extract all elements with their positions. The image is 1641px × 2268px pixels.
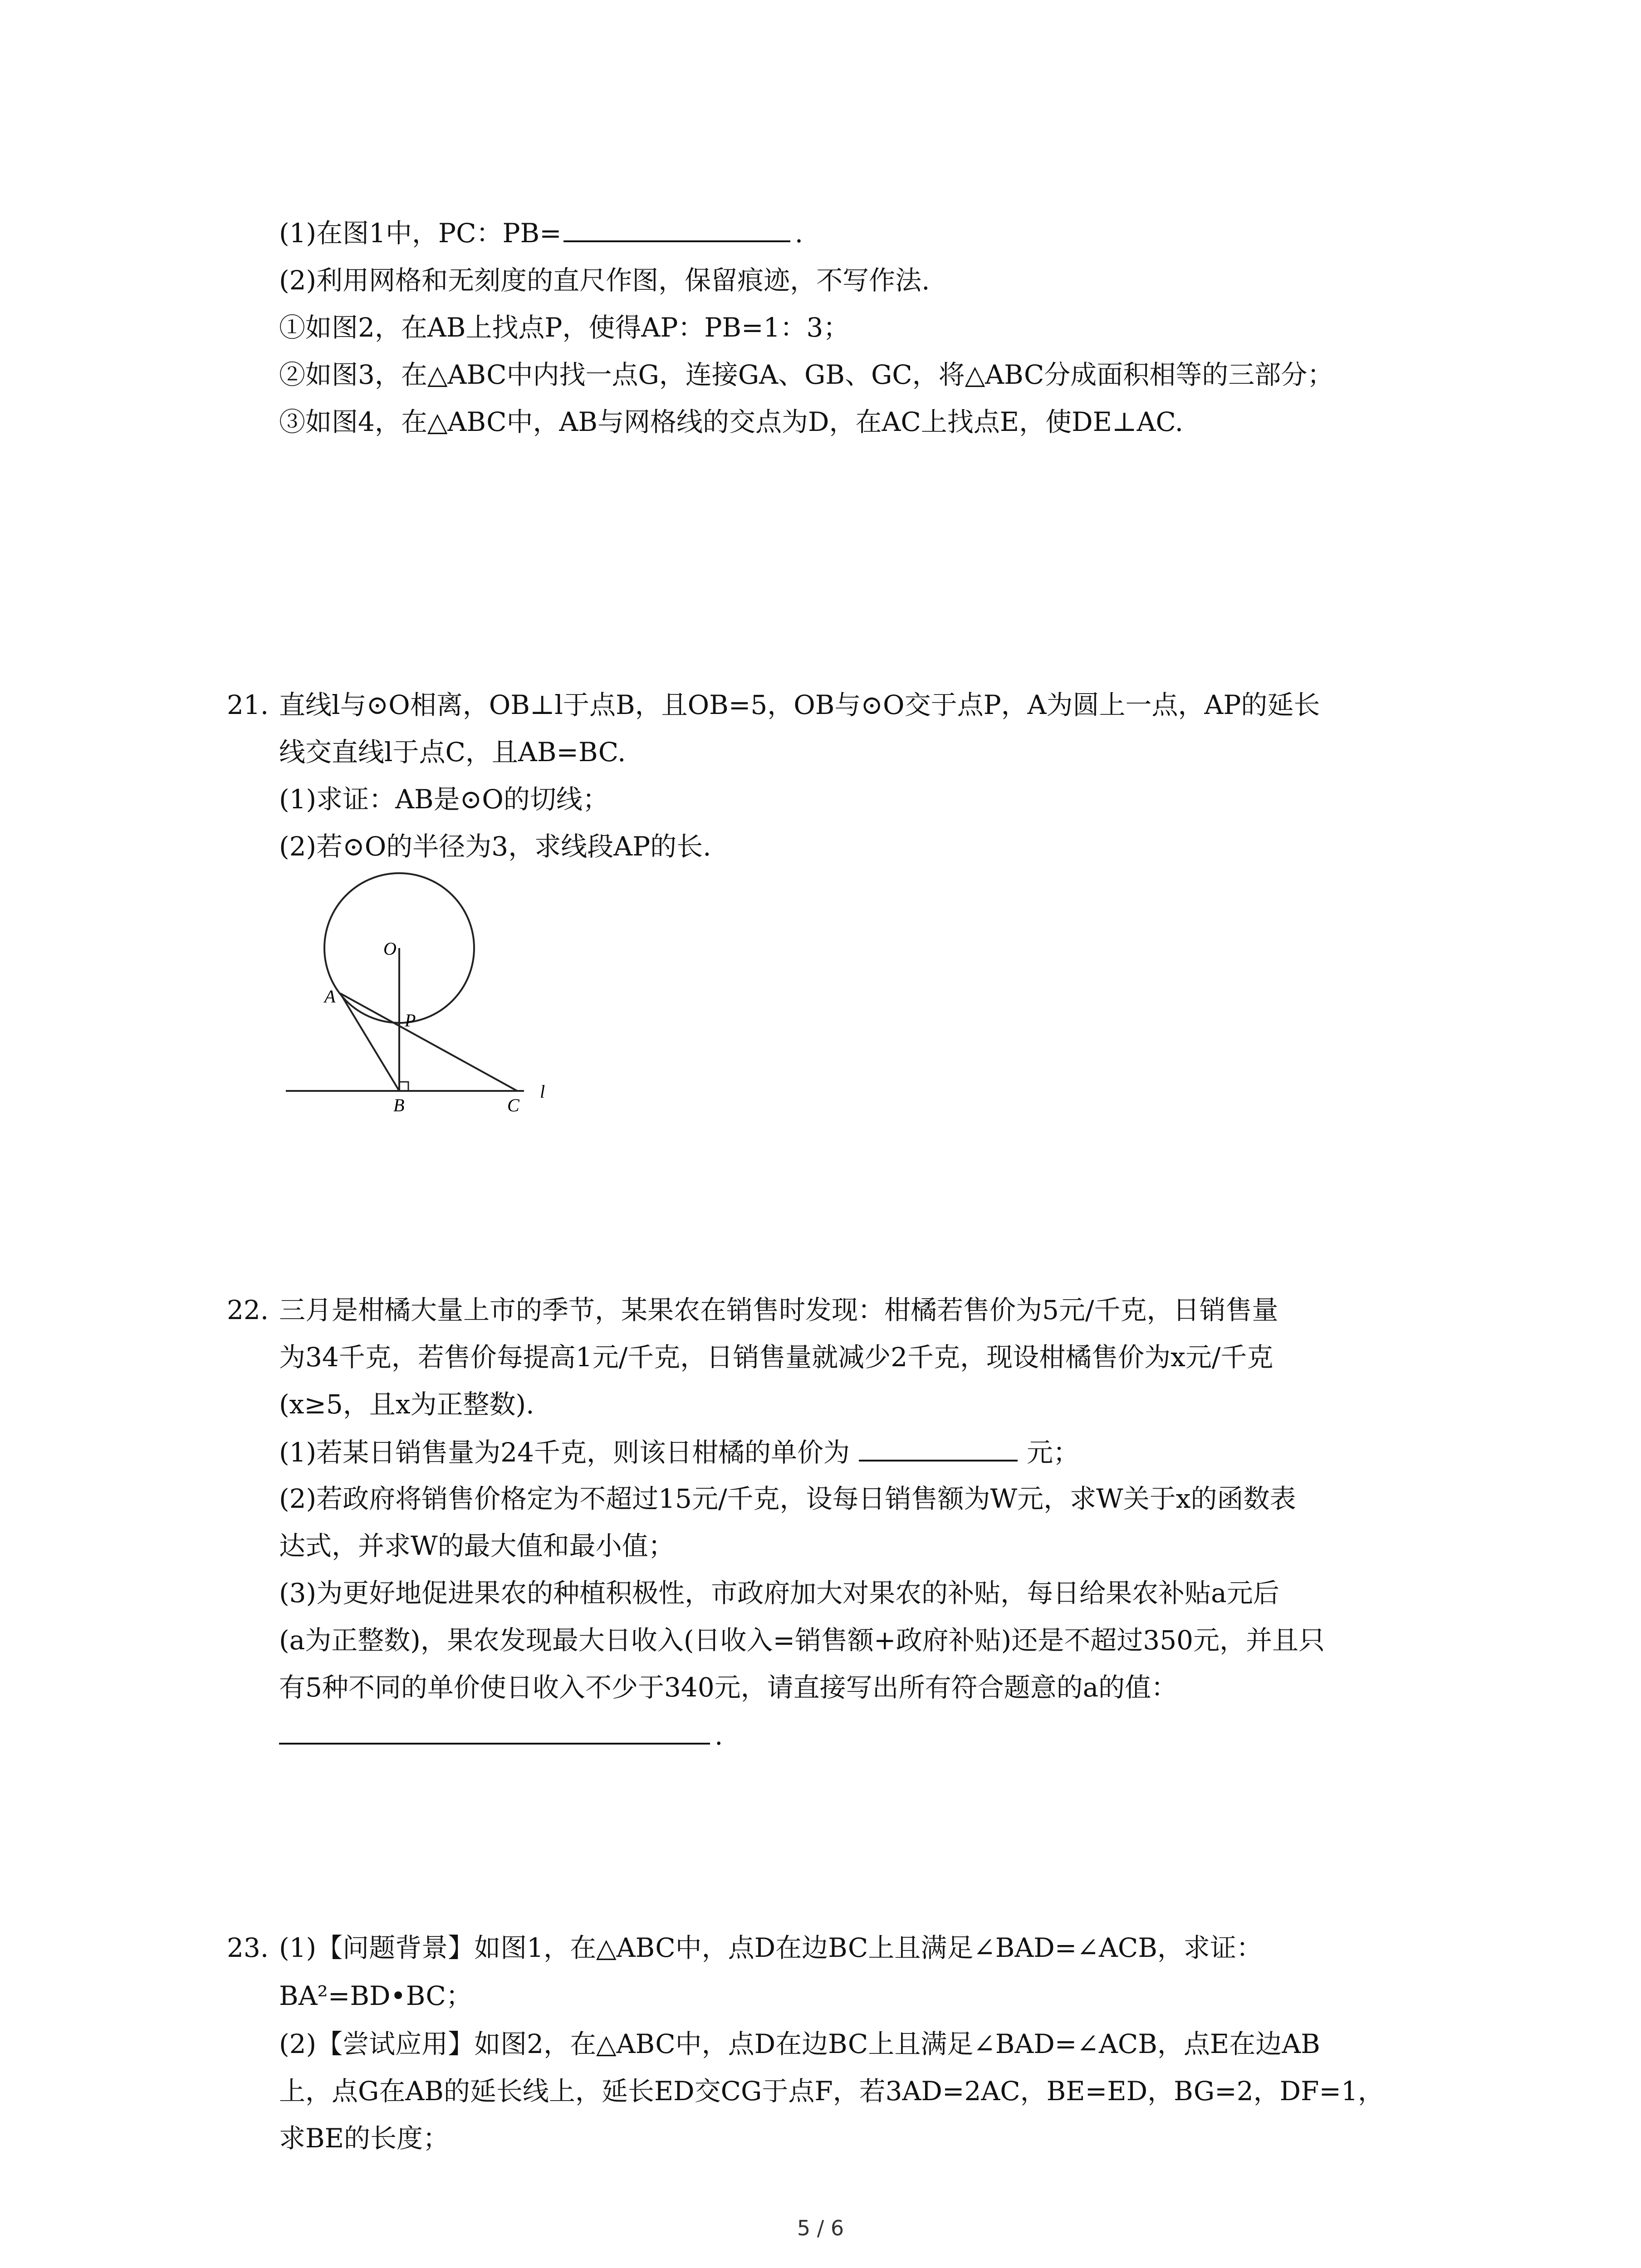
label-p: P: [405, 1010, 416, 1031]
q22-part2-line1: (2)若政府将销售价格定为不超过15元/千克，设每日销售额为W元，求W关于x的函数表: [279, 1483, 1296, 1514]
q22-part3-line2: (a为正整数)，果农发现最大日收入(日收入=销售额+政府补贴)还是不超过350元，并且只: [279, 1625, 1325, 1656]
label-o: O: [383, 938, 397, 959]
q20-part2: (2)利用网格和无刻度的直尺作图，保留痕迹，不写作法.: [279, 265, 930, 296]
q20-part1-end: .: [794, 218, 803, 249]
q22-part1: [279, 1433, 1079, 1471]
q23-part2-line2: 上，点G在AB的延长线上，延长ED交CG于点F，若3AD=2AC，BE=ED，BG=2，DF=1，: [279, 2076, 1384, 2107]
q21-number: 21.: [227, 689, 269, 720]
q21-stem-line2: 线交直线l于点C，且AB=BC.: [279, 737, 626, 767]
q23-number: 23.: [227, 1932, 269, 1963]
label-c: C: [507, 1095, 519, 1115]
q22-stem-line1: 三月是柑橘大量上市的季节，某果农在销售时发现：柑橘若售价为5元/千克，日销售量: [279, 1295, 1279, 1325]
q22-part3-line3: 有5种不同的单价使日收入不少于340元，请直接写出所有符合题意的a的值：: [279, 1672, 1178, 1703]
q21-part1: (1)求证：AB是⊙O的切线；: [279, 784, 609, 815]
q20-part1: [279, 214, 803, 251]
answer-blank[interactable]: [859, 1433, 1018, 1461]
q20-subtask-3: ③如图4，在△ABC中，AB与网格线的交点为D，在AC上找点E，使DE⊥AC.: [279, 406, 1184, 437]
q22-part2-line2: 达式，并求W的最大值和最小值；: [279, 1530, 675, 1561]
q22-number: 22.: [227, 1295, 269, 1325]
segment-ab: [340, 993, 399, 1091]
right-angle-mark: [399, 1082, 408, 1091]
q22-part1-end: 元；: [1026, 1437, 1079, 1468]
q22-stem-line2: 为34千克，若售价每提高1元/千克，日销售量就减少2千克，现设柑橘售价为x元/千克: [279, 1342, 1274, 1373]
q22-part3-end: .: [715, 1720, 723, 1751]
label-a: A: [324, 986, 336, 1007]
q23-part2-line1: (2)【尝试应用】如图2，在△ABC中，点D在边BC上且满足∠BAD=∠ACB，点E在边AB: [279, 2028, 1320, 2059]
label-b: B: [393, 1095, 405, 1115]
q23-part1-line1: (1)【问题背景】如图1，在△ABC中，点D在边BC上且满足∠BAD=∠ACB，求证：: [279, 1932, 1263, 1963]
answer-blank[interactable]: [563, 214, 790, 242]
segment-ac: [340, 993, 517, 1091]
q21-part2: (2)若⊙O的半径为3，求线段AP的长.: [279, 831, 711, 862]
answer-blank[interactable]: [279, 1716, 710, 1745]
page-number: 5 / 6: [797, 2216, 844, 2240]
q23-part1-line2: BA²=BD•BC；: [279, 1980, 472, 2011]
q23-part2-line3: 求BE的长度；: [279, 2123, 449, 2154]
label-l: l: [540, 1081, 545, 1102]
q21-figure: [272, 871, 599, 1116]
q20-subtask-1: ①如图2，在AB上找点P，使得AP：PB=1：3；: [279, 312, 850, 343]
q22-part1-text: (1)若某日销售量为24千克，则该日柑橘的单价为: [279, 1437, 850, 1468]
q21-stem-line1: 直线l与⊙O相离，OB⊥l于点B，且OB=5，OB与⊙O交于点P，A为圆上一点，AP的延长: [279, 689, 1320, 720]
q20-subtask-2: ②如图3，在△ABC中内找一点G，连接GA、GB、GC，将△ABC分成面积相等的三部分；: [279, 359, 1334, 390]
q22-part3-answer: [279, 1716, 723, 1754]
q22-part3-line1: (3)为更好地促进果农的种植积极性，市政府加大对果农的补贴，每日给果农补贴a元后: [279, 1578, 1279, 1608]
q22-stem-line3: (x≥5，且x为正整数).: [279, 1389, 534, 1420]
q20-part1-text: (1)在图1中，PC：PB=: [279, 218, 562, 249]
